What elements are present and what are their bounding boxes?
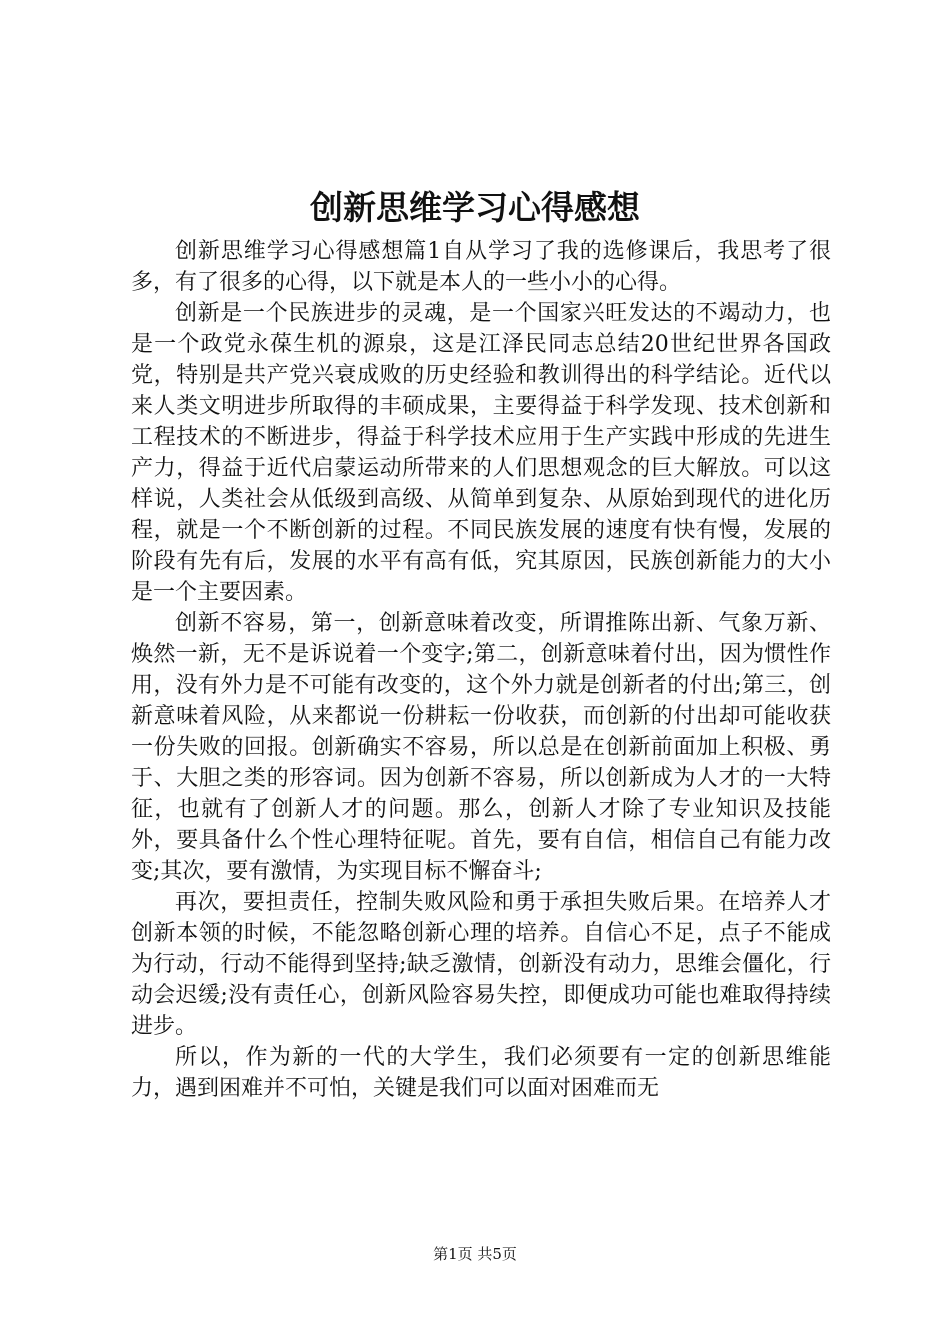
paragraph-1: 创新思维学习心得感想篇1自从学习了我的选修课后，我思考了很多，有了很多的心得，以下就是本人的一些小小的心得。 (131, 239, 831, 295)
paragraph-3: 创新不容易，第一，创新意味着改变，所谓推陈出新、气象万新、焕然一新，无不是诉说着一个变字;第二，创新意味着付出，因为惯性作用，没有外力是不可能有改变的，这个外力就是创新者的付出;第三，创新意味着风险，从来都说一份耕耘一份收获，而创新的付出却可能收获一份失败的回报。创新确实不容易，所以总是在创新前面加上积极、勇于、大胆之类的形容词。因为创新不容易，所以创新成为人才的一大特征，也就有了创新人才的问题。那么，创新人才除了专业知识及技能外，要具备什么个性心理特征呢。首先，要有自信，相信自己有能力改变;其次，要有激情，为实现目标不懈奋斗; (131, 611, 831, 884)
page-footer: 第1页 共5页 (433, 1245, 517, 1263)
document-body (131, 236, 831, 1104)
paragraph-4: 再次，要担责任，控制失败风险和勇于承担失败后果。在培养人才创新本领的时候，不能忽略创新心理的培养。自信心不足，点子不能成为行动，行动不能得到坚持;缺乏激情，创新没有动力，思维会僵化，行动会迟缓;没有责任心，创新风险容易失控，即便成功可能也难取得持续进步。 (131, 890, 831, 1039)
document-title: 创新思维学习心得感想 (310, 188, 640, 227)
paragraph-5: 所以，作为新的一代的大学生，我们必须要有一定的创新思维能力，遇到困难并不可怕，关键是我们可以面对困难而无 (131, 1045, 831, 1101)
paragraph-2: 创新是一个民族进步的灵魂，是一个国家兴旺发达的不竭动力，也是一个政党永葆生机的源泉，这是江泽民同志总结20世纪世界各国政党，特别是共产党兴衰成败的历史经验和教训得出的科学结论。近代以来人类文明进步所取得的丰硕成果，主要得益于科学发现、技术创新和工程技术的不断进步，得益于科学技术应用于生产实践中形成的先进生产力，得益于近代启蒙运动所带来的人们思想观念的巨大解放。可以这样说，人类社会从低级到高级、从简单到复杂、从原始到现代的进化历程，就是一个不断创新的过程。不同民族发展的速度有快有慢，发展的阶段有先有后，发展的水平有高有低，究其原因，民族创新能力的大小是一个主要因素。 (131, 301, 831, 605)
